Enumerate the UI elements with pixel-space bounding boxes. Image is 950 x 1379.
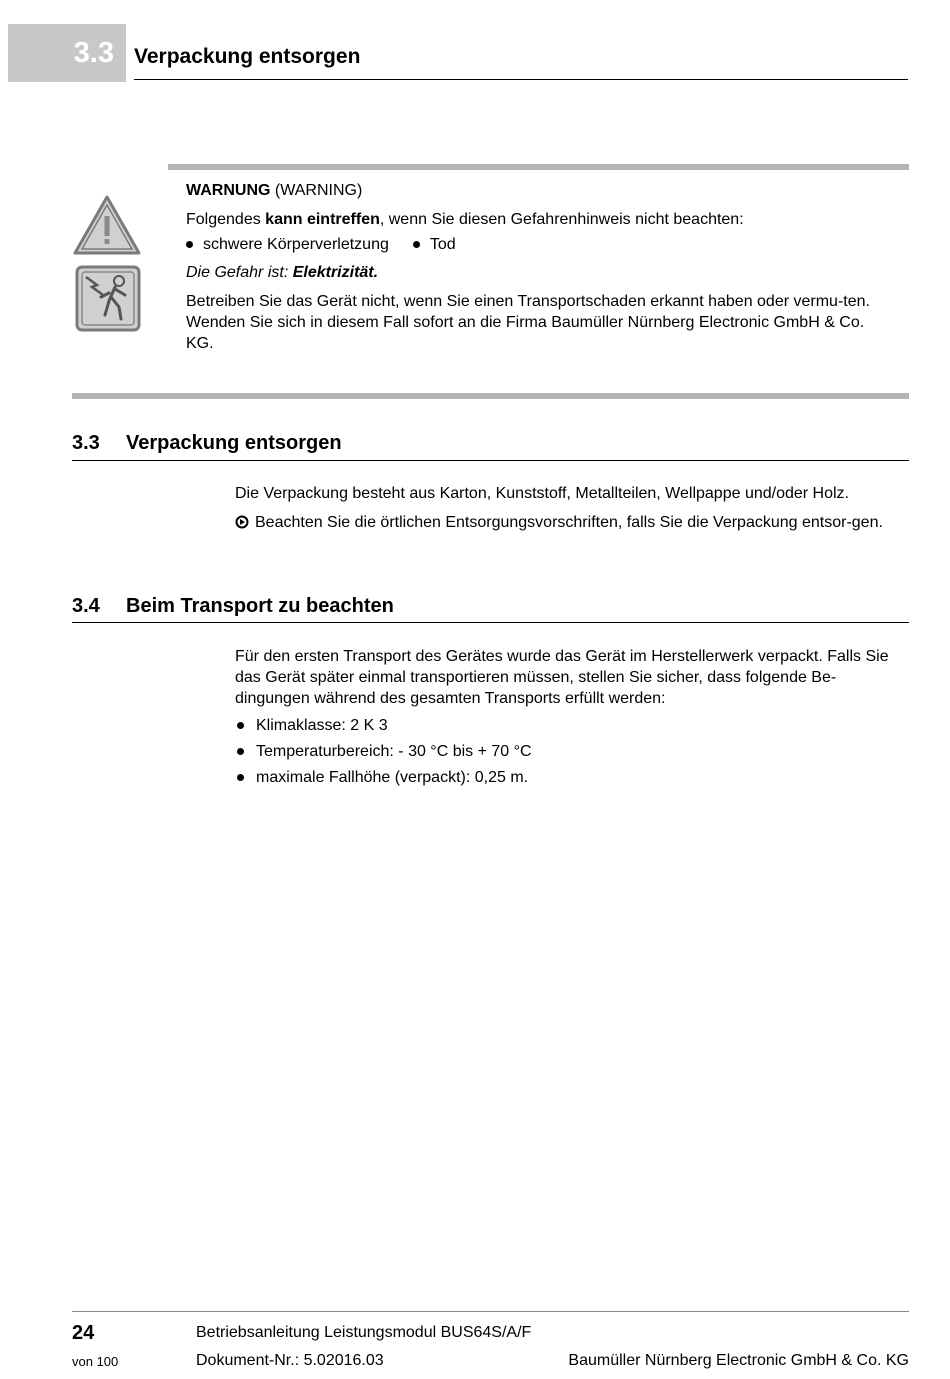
list-item: Klimaklasse: 2 K 3 <box>235 715 910 736</box>
section-title: Verpackung entsorgen <box>126 432 342 454</box>
manual-title: Betriebsanleitung Leistungsmodul BUS64S/A/F <box>196 1324 532 1341</box>
bullet-dot-icon <box>413 241 420 248</box>
section-rule <box>72 460 909 461</box>
electric-shock-icon <box>75 265 141 332</box>
list-item: Temperaturbereich: - 30 °C bis + 70 °C <box>235 741 910 762</box>
list-item: maximale Fallhöhe (verpackt): 0,25 m. <box>235 767 910 788</box>
document-number: Dokument-Nr.: 5.02016.03 <box>196 1352 384 1369</box>
chapter-title: Verpackung entsorgen <box>134 45 361 68</box>
page-number: 24 <box>72 1322 95 1344</box>
chapter-number: 3.3 <box>73 36 114 69</box>
section-33-body <box>235 483 910 533</box>
warning-consequence-line: Folgendes kann eintreffen, wenn Sie diesen Gefahrenhinweis nicht beachten: <box>186 211 744 228</box>
bullet-dot-icon <box>237 722 244 729</box>
warning-title: WARNUNG (WARNING) <box>186 182 363 199</box>
section-number: 3.3 <box>72 432 100 454</box>
instruction-item <box>235 512 910 533</box>
section-34-body <box>235 646 910 793</box>
company-name: Baumüller Nürnberg Electronic GmbH & Co. KG <box>568 1352 909 1369</box>
section-33-paragraph: Die Verpackung besteht aus Karton, Kunststoff, Metallteilen, Wellpappe und/oder Holz. <box>235 485 849 502</box>
bullet-dot-icon <box>237 748 244 755</box>
section-rule <box>72 622 909 623</box>
warning-triangle-icon <box>72 194 142 256</box>
bullet-dot-icon <box>186 241 193 248</box>
warning-paragraph-1: Betreiben Sie das Gerät nicht, wenn Sie einen Transportschaden erkannt haben oder vermu-ten. <box>186 293 870 310</box>
section-34-paragraph: Für den ersten Transport des Gerätes wurde das Gerät im Herstellerwerk verpackt. Falls Sie das Gerät später einmal transportieren müssen, stellen Sie sicher, dass folgende Be-dingungen während des gesamten Transports erfüllt werden: <box>235 648 889 707</box>
section-number: 3.4 <box>72 595 100 617</box>
warning-paragraph-2: Wenden Sie sich in diesem Fall sofort an die Firma Baumüller Nürnberg Electronic GmbH & Co. KG. <box>186 314 865 352</box>
footer-rule <box>72 1311 909 1312</box>
transport-conditions-list <box>235 715 910 788</box>
warning-bullets <box>186 234 891 255</box>
warning-bottom-bar <box>72 393 909 399</box>
page-count: von 100 <box>72 1354 119 1369</box>
warning-top-bar <box>168 164 909 170</box>
warning-body <box>186 180 891 354</box>
header-rule <box>134 79 908 80</box>
warning-danger-line: Die Gefahr ist: Elektrizität. <box>186 264 379 281</box>
instruction-text: Beachten Sie die örtlichen Entsorgungsvorschriften, falls Sie die Verpackung entsor-gen. <box>255 514 883 531</box>
warning-bullet: Tod <box>413 234 456 255</box>
warning-bullet: schwere Körperverletzung <box>186 234 389 255</box>
section-title: Beim Transport zu beachten <box>126 595 394 617</box>
bullet-dot-icon <box>237 774 244 781</box>
chapter-number-box <box>8 24 126 82</box>
instruction-arrow-icon <box>235 515 249 529</box>
